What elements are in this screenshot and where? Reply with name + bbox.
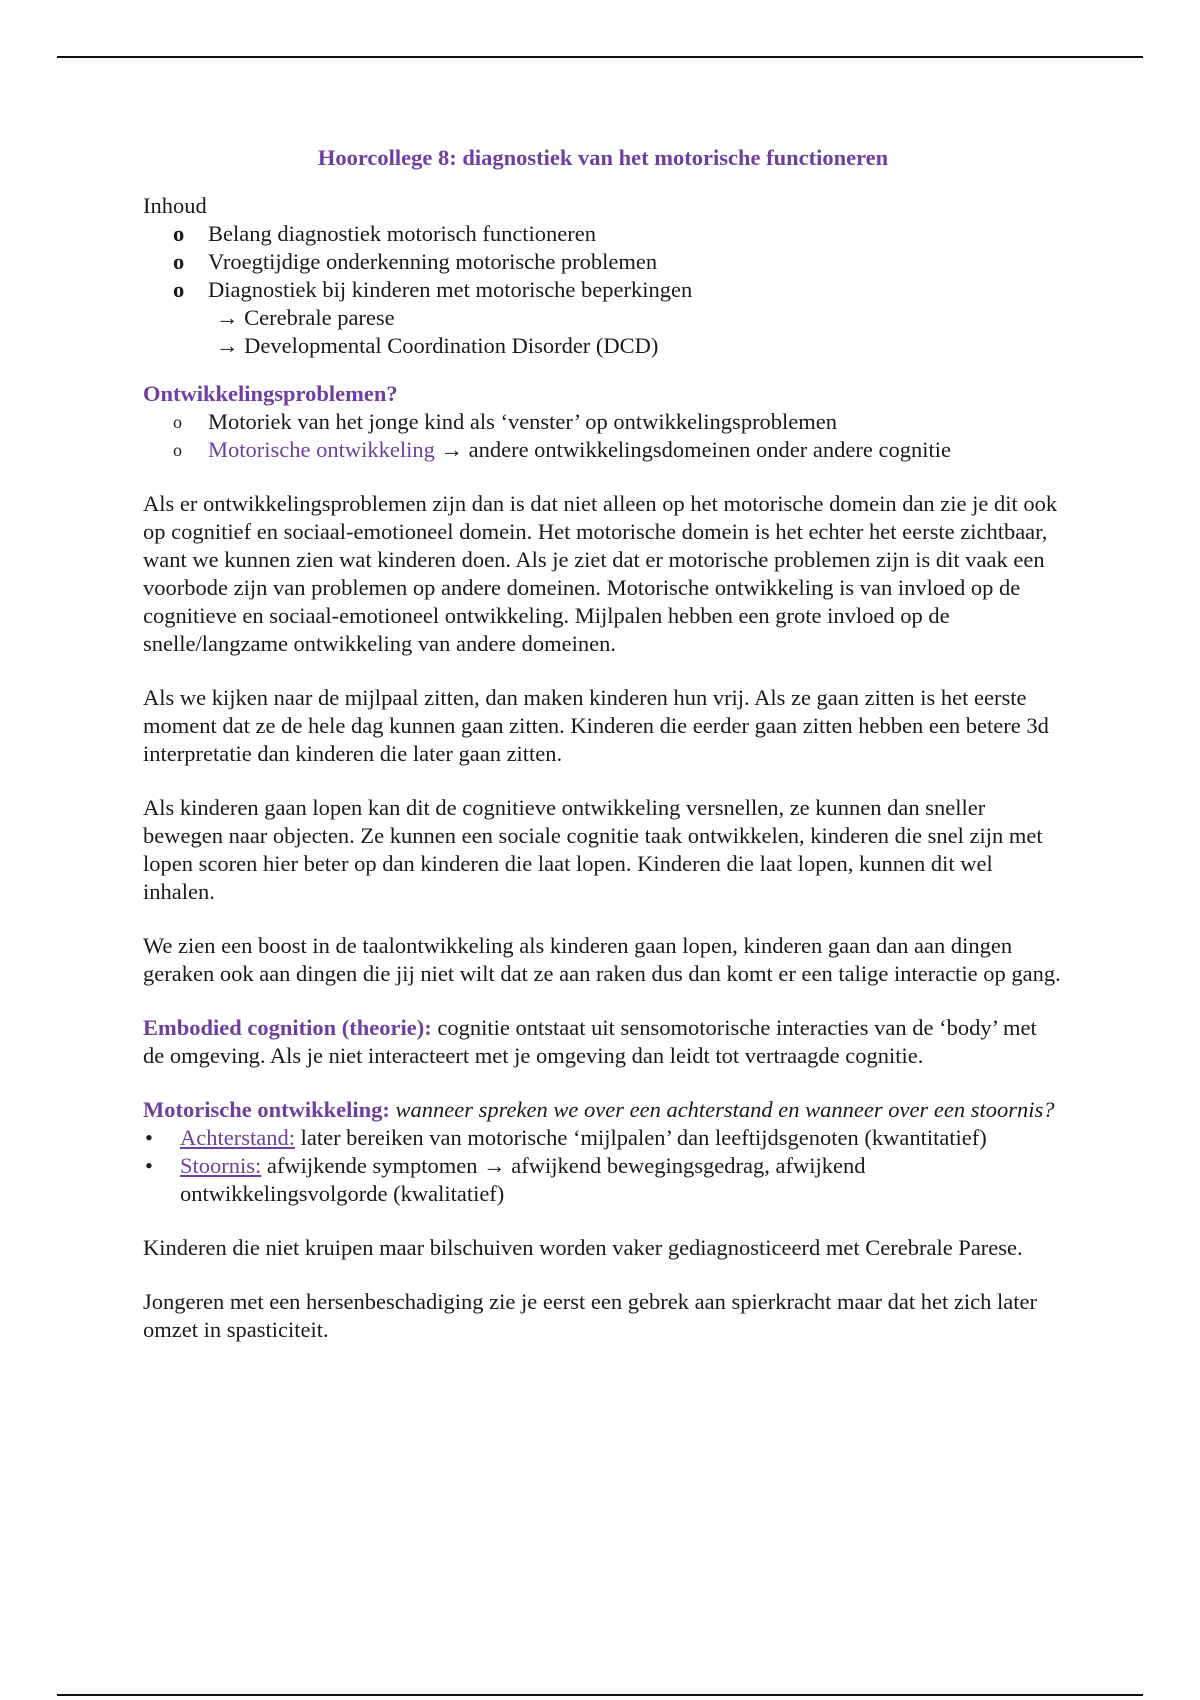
motor-dev-term: Motorische ontwikkeling: <box>143 1097 390 1122</box>
paragraph: We zien een boost in de taalontwikkeling als kinderen gaan lopen, kinderen gaan dan aan dingen geraken ook aan dingen die jij niet wilt dat ze aan raken dus dan komt er een talige interactie op gang. <box>143 933 1061 986</box>
list-item: o Diagnostiek bij kinderen met motorische beperkingen <box>173 277 693 302</box>
bullet-icon: • <box>145 1125 153 1150</box>
list-item: • Achterstand: later bereiken van motorische ‘mijlpalen’ dan leeftijdsgenoten (kwantitatief) <box>145 1125 987 1150</box>
embodied-term: Embodied cognition (theorie): <box>143 1015 432 1040</box>
circle-bullet-icon: o <box>173 221 185 246</box>
paragraph: Kinderen die niet kruipen maar bilschuiven worden vaker gediagnosticeerd met Cerebrale Parese. <box>143 1235 1023 1260</box>
circle-bullet-icon: o <box>173 412 182 432</box>
list-item: o Vroegtijdige onderkenning motorische problemen <box>173 249 658 274</box>
list-item: o Belang diagnostiek motorisch functioneren <box>173 221 597 246</box>
list-item: o Motoriek van het jonge kind als ‘venster’ op ontwikkelingsproblemen <box>173 409 838 434</box>
stoornis-link[interactable]: Stoornis: <box>180 1153 262 1178</box>
motor-dev-paragraph: Motorische ontwikkeling: wanneer spreken we over een achterstand en wanneer over een stoornis? <box>143 1097 1055 1122</box>
list-subitem: → Cerebrale parese <box>216 305 395 330</box>
circle-bullet-icon: o <box>173 440 182 460</box>
list-item: o Motorische ontwikkeling → andere ontwikkelingsdomeinen onder andere cognitie <box>173 437 951 462</box>
contents-label: Inhoud <box>143 193 207 218</box>
document-page <box>143 140 1063 1344</box>
circle-bullet-icon: o <box>173 277 185 302</box>
contents-list <box>143 220 1063 360</box>
page-title: Hoorcollege 8: diagnostiek van het motorische functioneren <box>317 145 889 170</box>
circle-bullet-icon: o <box>173 249 185 274</box>
list-subitem: → Developmental Coordination Disorder (DCD) <box>216 333 659 358</box>
motor-dev-link[interactable]: Motorische ontwikkeling <box>208 437 435 462</box>
embodied-paragraph: Embodied cognition (theorie): cognitie ontstaat uit sensomotorische interacties van de ‘body’ met de omgeving. Als je niet interacteert met je omgeving dan leidt tot vertraagde cognitie. <box>143 1015 1037 1068</box>
paragraph: Als kinderen gaan lopen kan dit de cognitieve ontwikkeling versnellen, ze kunnen dan sneller bewegen naar objecten. Ze kunnen een sociale cognitie taak ontwikkelen, kinderen die snel zijn met lopen scoren hier beter op dan kinderen die laat lopen. Kinderen die laat lopen, kunnen dit wel inhalen. <box>143 795 1043 904</box>
achterstand-link[interactable]: Achterstand: <box>180 1125 295 1150</box>
paragraph: Als er ontwikkelingsproblemen zijn dan is dat niet alleen op het motorische domein dan zie je dit ook op cognitief en sociaal-emotioneel domein. Het motorische domein is het echter het eerste zichtbaar, want we kunnen zien wat kinderen doen. Als je ziet dat er motorische problemen zijn is dit vaak een voorbode zijn van problemen op andere domeinen. Motorische ontwikkeling is van invloed op de cognitieve en sociaal-emotioneel ontwikkeling. Mijlpalen hebben een grote invloed op de snelle/langzame ontwikkeling van andere domeinen. <box>143 491 1058 656</box>
list-item: • Stoornis: afwijkende symptomen → afwijkend bewegingsgedrag, afwijkend ontwikkelingsvolgorde (kwalitatief) <box>145 1153 866 1206</box>
bullet-icon: • <box>145 1153 153 1178</box>
top-rule <box>57 56 1143 58</box>
definition-list <box>143 1124 1063 1208</box>
bottom-rule <box>57 1694 1143 1696</box>
paragraph: Als we kijken naar de mijlpaal zitten, dan maken kinderen hun vrij. Als ze gaan zitten is het eerste moment dat ze de hele dag kunnen gaan zitten. Kinderen die eerder gaan zitten hebben een betere 3d interpretatie dan kinderen die later gaan zitten. <box>143 685 1049 766</box>
paragraph: Jongeren met een hersenbeschadiging zie je eerst een gebrek aan spierkracht maar dat het zich later omzet in spasticiteit. <box>143 1289 1037 1342</box>
section-heading: Ontwikkelingsproblemen? <box>143 381 398 406</box>
section-list <box>143 408 1063 464</box>
